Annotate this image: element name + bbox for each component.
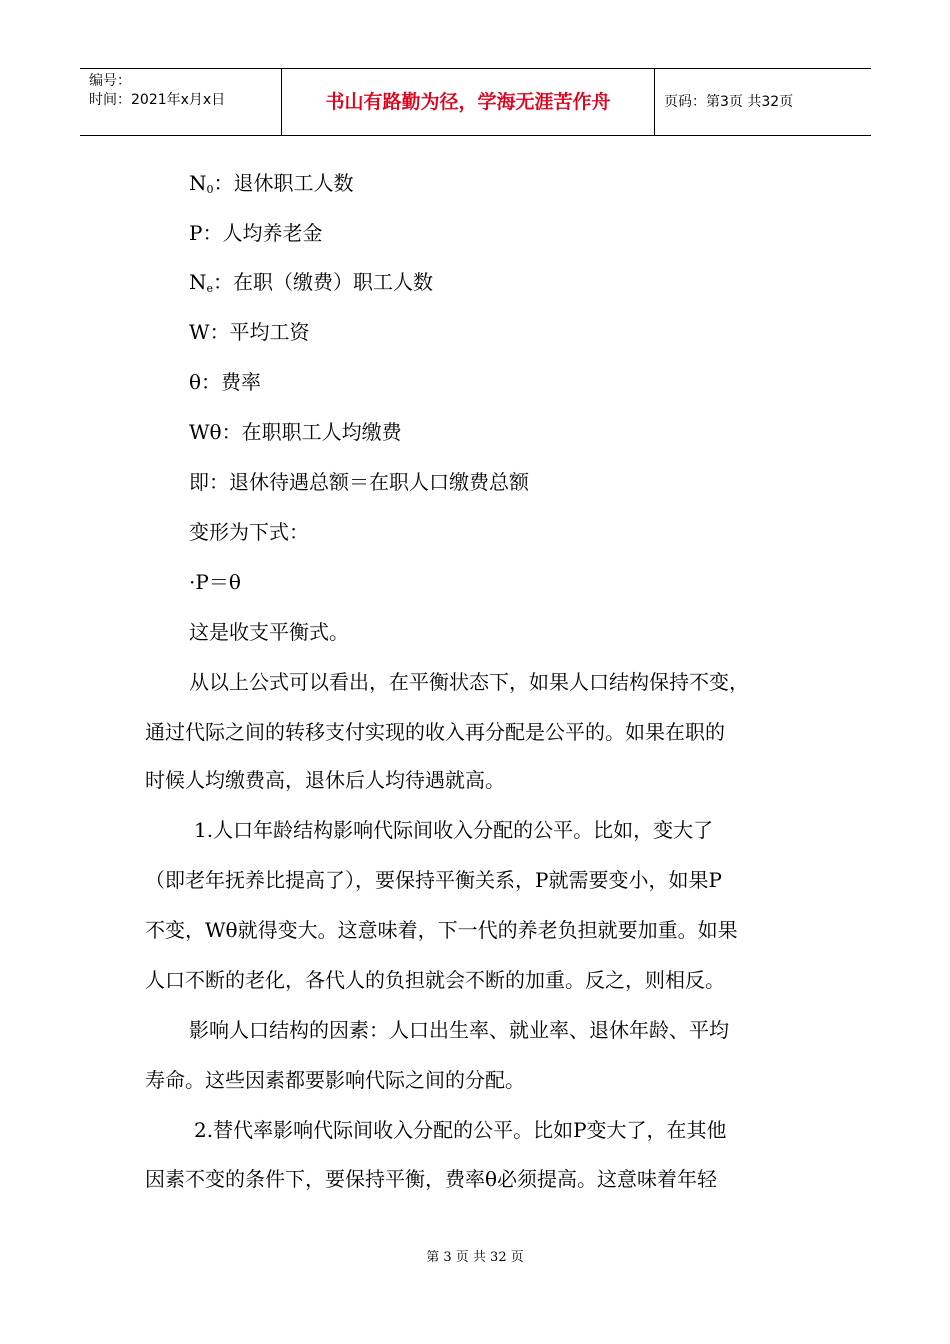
paragraph-line: 从以上公式可以看出，在平衡状态下，如果人口结构保持不变，	[189, 670, 749, 694]
balance-statement: 这是收支平衡式。	[189, 620, 349, 644]
definition-line: θ：费率	[189, 370, 262, 394]
equation-description: 即：退休待遇总额＝在职人口缴费总额	[189, 470, 529, 494]
transform-label: 变形为下式：	[189, 520, 309, 544]
paragraph-line: 1.人口年龄结构影响代际间收入分配的公平。比如，变大了	[194, 818, 714, 842]
paragraph-line: （即老年抚养比提高了），要保持平衡关系，P就需要变小，如果P	[145, 868, 722, 892]
header-motto: 书山有路勤为径，学海无涯苦作舟	[282, 69, 655, 135]
definition-line: $N_0$：退休职工人数	[189, 171, 354, 196]
paragraph-line: 时候人均缴费高，退休后人均待遇就高。	[145, 768, 505, 792]
doc-time-label: 时间：2021年x月x日	[89, 92, 226, 108]
paragraph-line: 因素不变的条件下，要保持平衡，费率θ必须提高。这意味着年轻	[145, 1167, 718, 1191]
paragraph-line: 影响人口结构的因素：人口出生率、就业率、退休年龄、平均	[189, 1018, 729, 1042]
paragraph-line: 通过代际之间的转移支付实现的收入再分配是公平的。如果在职的	[145, 720, 725, 744]
definition-line: P：人均养老金	[189, 221, 323, 245]
doc-number-label: 编号：	[89, 73, 131, 89]
document-header	[80, 68, 871, 136]
page-footer: 第 3 页 共 32 页	[426, 1250, 524, 1265]
definition-line: Wθ：在职职工人均缴费	[189, 420, 402, 444]
balance-formula: ·P＝θ	[189, 570, 241, 594]
paragraph-line: 不变，Wθ就得变大。这意味着，下一代的养老负担就要加重。如果	[145, 918, 738, 942]
header-meta	[80, 69, 282, 135]
paragraph-line: 2.替代率影响代际间收入分配的公平。比如P变大了，在其他	[194, 1118, 727, 1142]
paragraph-line: 人口不断的老化，各代人的负担就会不断的加重。反之，则相反。	[145, 968, 725, 992]
header-page-info: 页码：第3页 共32页	[664, 94, 794, 110]
paragraph-line: 寿命。这些因素都要影响代际之间的分配。	[145, 1068, 525, 1092]
definition-line: W：平均工资	[189, 320, 310, 344]
definition-line: $N_e$：在职（缴费）职工人数	[189, 270, 434, 295]
